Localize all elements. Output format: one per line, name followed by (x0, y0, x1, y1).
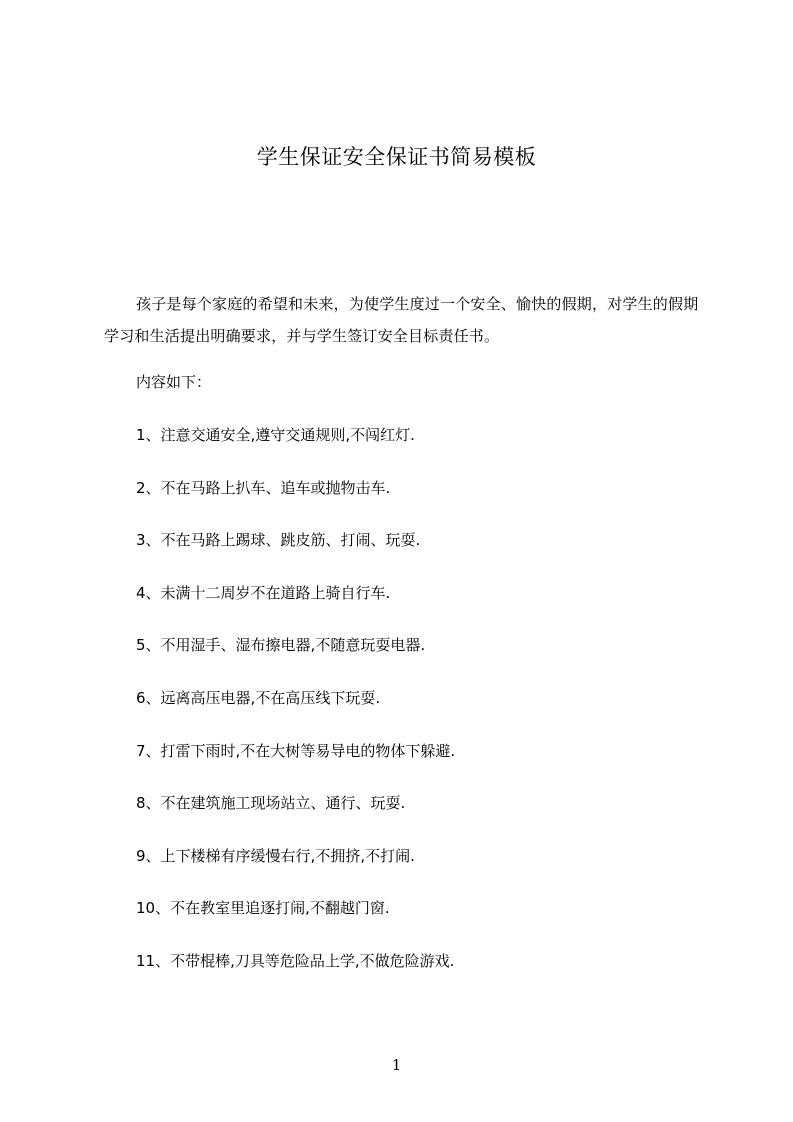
list-item: 2、不在马路上扒车、追车或抛物击车. (136, 478, 391, 497)
page-number: 1 (391, 1056, 402, 1074)
list-item: 8、不在建筑施工现场站立、通行、玩耍. (136, 794, 406, 813)
list-item: 5、不用湿手、湿布擦电器,不随意玩耍电器. (136, 636, 426, 655)
list-item: 4、未满十二周岁不在道路上骑自行车. (136, 583, 391, 602)
contents-heading: 内容如下： (136, 373, 212, 391)
list-item: 1、注意交通安全,遵守交通规则,不闯红灯. (136, 426, 415, 444)
intro-paragraph: 孩子是每个家庭的希望和未来，为使学生度过一个安全、愉快的假期，对学生的假期学习和生活提出明确要求，并与学生签订安全目标责任书。 (104, 295, 699, 345)
list-item: 11、不带棍棒,刀具等危险品上学,不做危险游戏. (136, 951, 455, 970)
list-item: 3、不在马路上踢球、跳皮筋、打闹、玩耍. (136, 531, 421, 550)
document-title: 学生保证安全保证书简易模板 (256, 145, 537, 169)
list-item: 9、上下楼梯有序缓慢右行,不拥挤,不打闹. (136, 846, 415, 865)
rules-list (136, 420, 716, 999)
list-item: 10、不在教室里追逐打闹,不翻越门窗. (136, 899, 390, 918)
list-item: 7、打雷下雨时,不在大树等易导电的物体下躲避. (136, 741, 456, 760)
list-item: 6、远离高压电器,不在高压线下玩耍. (136, 688, 381, 707)
